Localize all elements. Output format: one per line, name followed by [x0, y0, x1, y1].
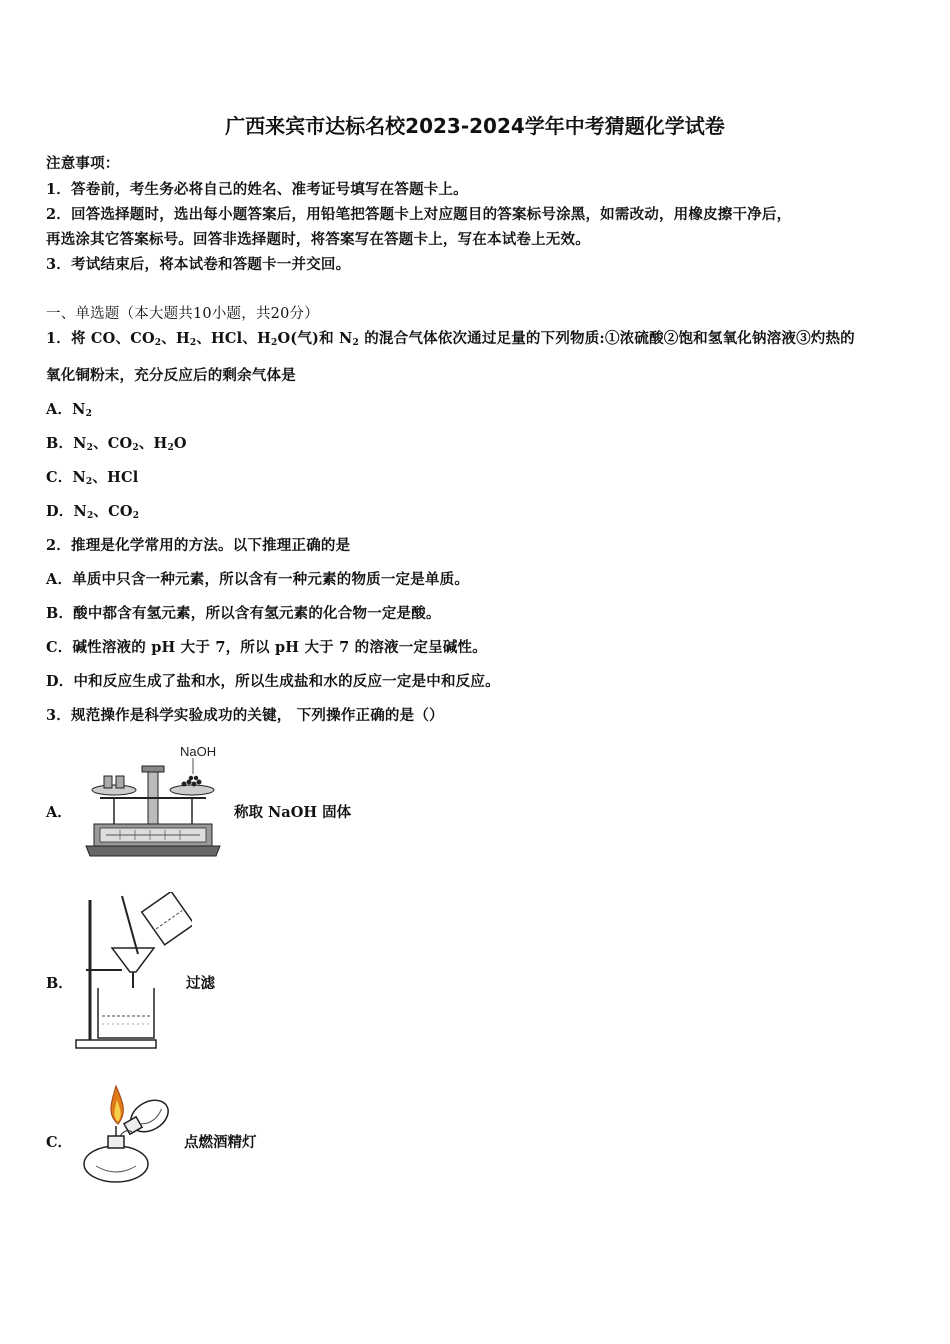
alcohol-lamp-icon	[76, 1078, 176, 1188]
question-1-stem-cont: 氧化铜粉末，充分反应后的剩余气体是	[46, 367, 296, 384]
page-title: 广西来宾市达标名校2023-2024学年中考猜题化学试卷	[225, 114, 725, 138]
question-3-option-c-letter[interactable]: C．	[46, 1134, 73, 1151]
question-1-option-d[interactable]: D．$N_2$、$CO_2$	[46, 503, 140, 521]
question-3-option-c-text: 点燃酒精灯	[184, 1134, 257, 1151]
question-3-option-b-text: 过滤	[186, 975, 215, 992]
question-2-option-a[interactable]: A．单质中只含一种元素，所以含有一种元素的物质一定是单质。	[46, 571, 470, 588]
balance-icon	[80, 738, 225, 860]
notice-item: 1．答卷前，考生务必将自己的姓名、准考证号填写在答题卡上。	[46, 181, 468, 198]
question-1-option-b[interactable]: B．$N_2$、$CO_2$、$H_2O$	[46, 435, 187, 453]
question-2-option-b[interactable]: B．酸中都含有氢元素，所以含有氢元素的化合物一定是酸。	[46, 605, 441, 622]
question-3-option-a-letter[interactable]: A．	[46, 804, 72, 821]
section-heading: 一、单选题（本大题共10小题，共20分）	[46, 306, 319, 322]
question-3-option-b-letter[interactable]: B．	[46, 975, 73, 992]
question-2-option-c[interactable]: C．碱性溶液的 pH 大于 7，所以 pH 大于 7 的溶液一定呈碱性。	[46, 639, 487, 656]
filtration-icon	[72, 892, 192, 1052]
question-1-option-c[interactable]: C．$N_2$、HCl	[46, 469, 139, 487]
question-2-option-d[interactable]: D．中和反应生成了盐和水，所以生成盐和水的反应一定是中和反应。	[46, 673, 500, 690]
notice-heading: 注意事项：	[46, 155, 120, 172]
notice-item: 再选涂其它答案标号。回答非选择题时，将答案写在答题卡上，写在本试卷上无效。	[46, 231, 590, 248]
notice-item: 3．考试结束后，将本试卷和答题卡一并交回。	[46, 256, 351, 273]
question-1-stem: 1．将 CO、$CO_2$、$H_2$、HCl、$H_2O$(气)和 $N_2$ 的混合气体依次通过足量的下列物质:①浓硫酸②饱和氢氧化钠溶液③灼热的	[46, 330, 855, 348]
question-2-stem: 2．推理是化学常用的方法。以下推理正确的是	[46, 537, 351, 554]
question-3-option-a-text: 称取 NaOH 固体	[234, 804, 352, 821]
naoh-figure-label: NaOH	[180, 744, 217, 759]
notice-item: 2．回答选择题时，选出每小题答案后，用铅笔把答题卡上对应题目的答案标号涂黑，如需改动，用橡皮擦干净后，	[46, 206, 792, 223]
question-3-stem: 3．规范操作是科学实验成功的关键， 下列操作正确的是（）	[46, 707, 444, 724]
question-1-option-a[interactable]: A．$N_2$	[46, 401, 93, 419]
